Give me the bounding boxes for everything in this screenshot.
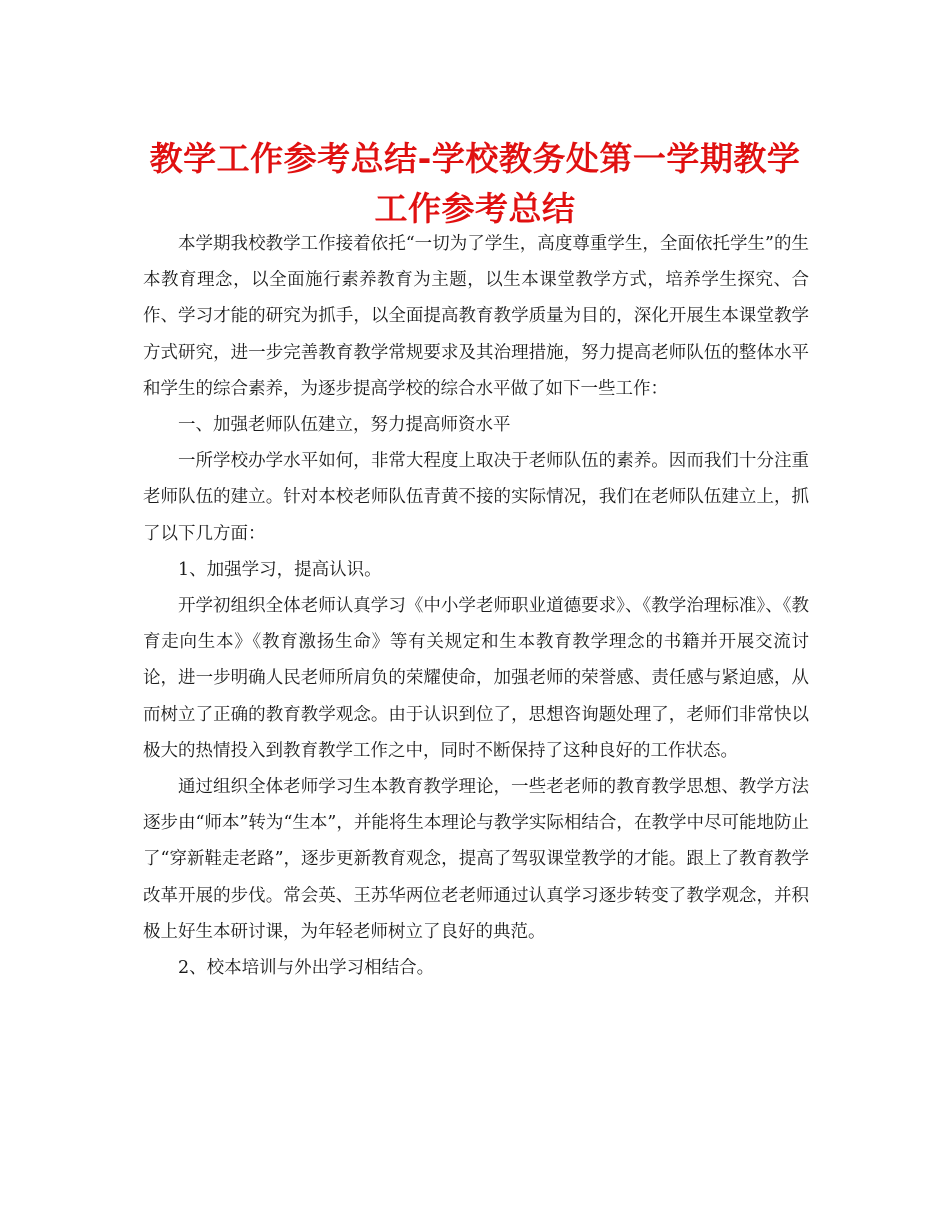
subsection-1-paragraph-1: 开学初组织全体老师认真学习《中小学老师职业道德要求》、《教学治理标准》、《教育走向生本》《教育激扬生命》等有关规定和生本教育教学理念的书籍并开展交流讨论，进一步明确人民老师所肩负的荣耀使命，加强老师的荣誉感、责任感与紧迫感，从而树立了正确的教育教学观念。由于认识到位了，思想咨询题处理了，老师们非常快以极大的热情投入到教育教学工作之中，同时不断保持了这种良好的工作状态。 [143, 596, 809, 761]
subsection-heading-2: 2、校本培训与外出学习相结合。 [178, 958, 435, 979]
document-body [143, 226, 809, 986]
section-heading-1: 一、加强老师队伍建立，努力提高师资水平 [178, 415, 511, 436]
document-title: 教学工作参考总结-学校教务处第一学期教学工作参考总结 [149, 139, 801, 228]
intro-paragraph: 本学期我校教学工作接着依托“一切为了学生，高度尊重学生，全面依托学生”的生本教育理念，以全面施行素养教育为主题，以生本课堂教学方式，培养学生探究、合作、学习才能的研究为抓手，以全面提高教育教学质量为目的，深化开展生本课堂教学方式研究，进一步完善教育教学常规要求及其治理措施，努力提高老师队伍的整体水平和学生的综合素养，为逐步提高学校的综合水平做了如下一些工作： [143, 234, 809, 399]
subsection-1-paragraph-2: 通过组织全体老师学习生本教育教学理论，一些老老师的教育教学思想、教学方法逐步由“师本”转为“生本”，并能将生本理论与教学实际相结合，在教学中尽可能地防止了“穿新鞋走老路”，逐步更新教育观念，提高了驾驭课堂教学的才能。跟上了教育教学改革开展的步伐。常会英、王苏华两位老老师通过认真学习逐步转变了教学观念，并积极上好生本研讨课，为年轻老师树立了良好的典范。 [143, 777, 809, 942]
section-1-paragraph: 一所学校办学水平如何，非常大程度上取决于老师队伍的素养。因而我们十分注重老师队伍的建立。针对本校老师队伍青黄不接的实际情况，我们在老师队伍建立上，抓了以下几方面： [143, 451, 809, 544]
subsection-heading-1: 1、加强学习，提高认识。 [178, 559, 382, 580]
